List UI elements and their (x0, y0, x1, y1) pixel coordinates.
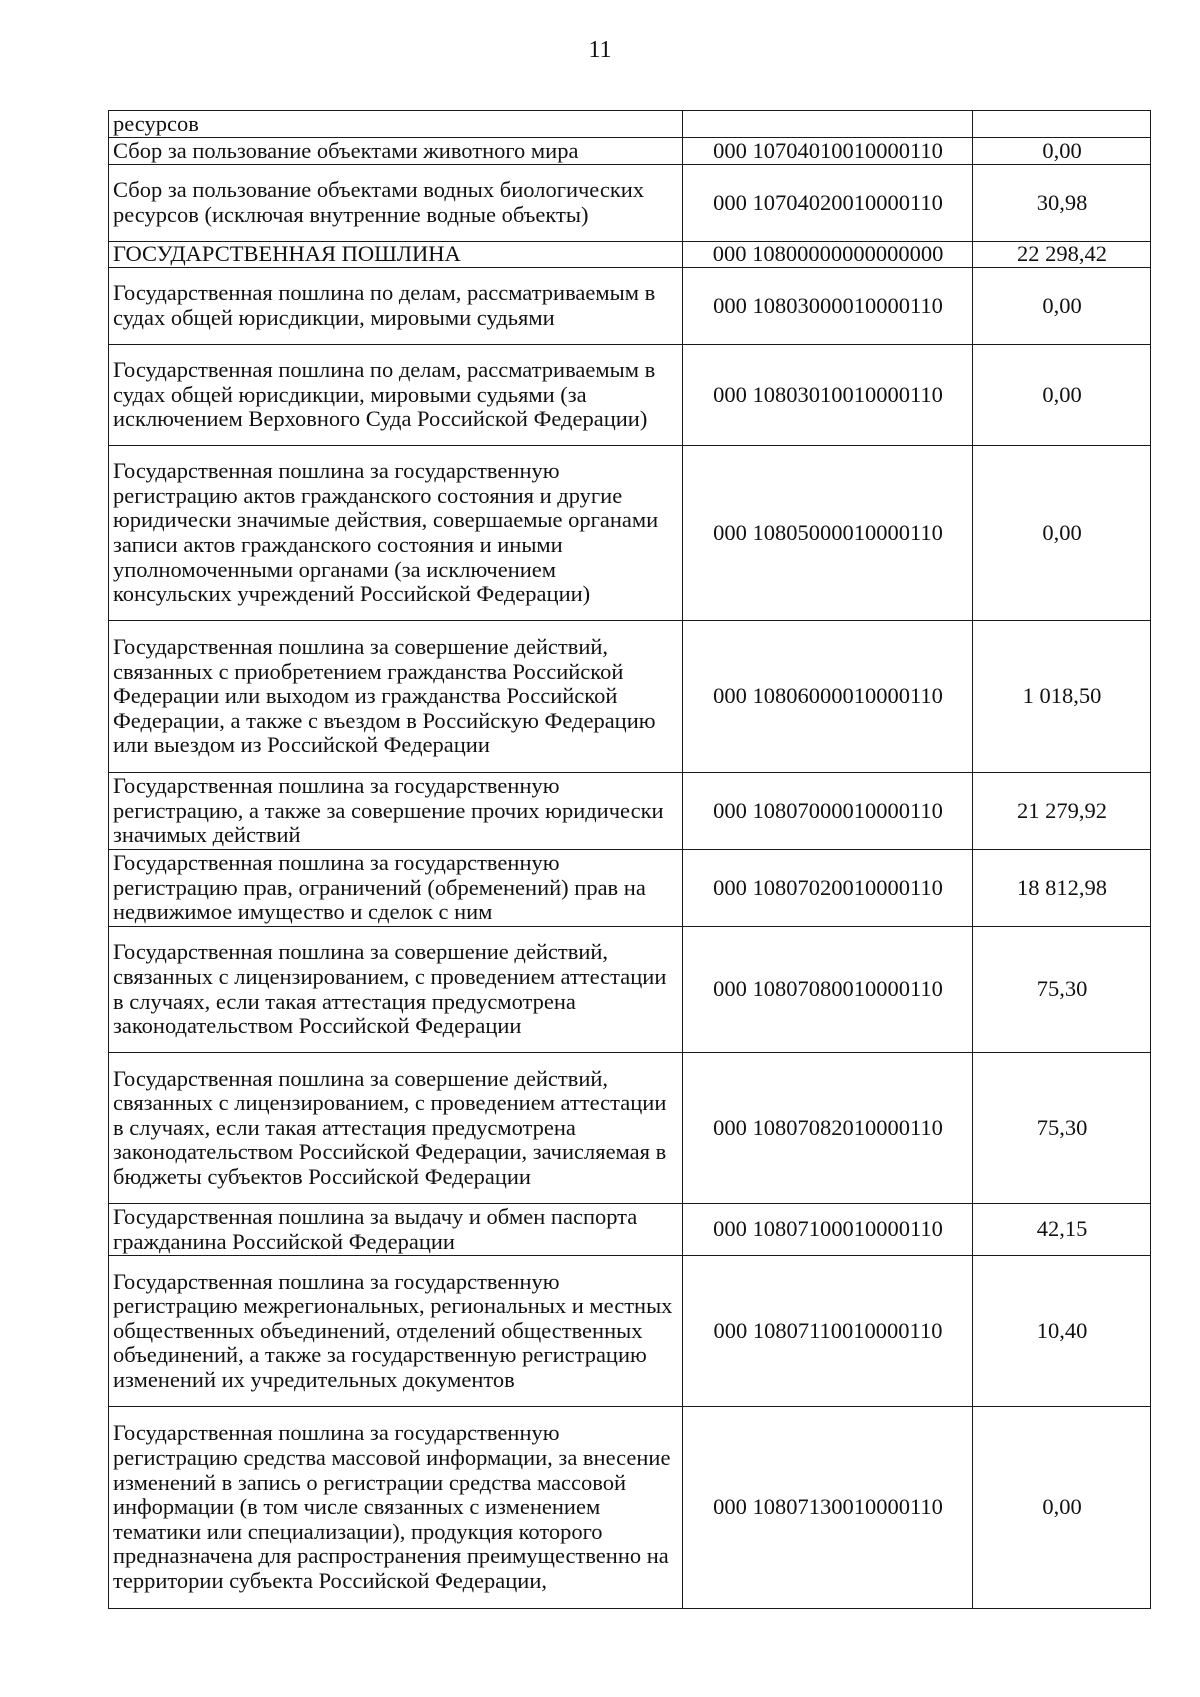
row-code: 000 10800000000000000 (683, 242, 973, 268)
table-row (109, 138, 1151, 165)
table-row (109, 446, 1151, 621)
row-code: 000 10806000010000110 (683, 621, 973, 773)
row-name: Государственная пошлина за выдачу и обмен паспорта гражданина Российской Федерации (109, 1204, 683, 1256)
row-name: ресурсов (109, 111, 683, 138)
row-name: Государственная пошлина по делам, рассматриваемым в судах общей юрисдикции, мировыми судьями (за исключением Верховного Суда Российской Федерации) (109, 345, 683, 446)
row-code (683, 111, 973, 138)
row-value: 1 018,50 (973, 621, 1151, 773)
row-value (973, 111, 1151, 138)
row-name: Государственная пошлина за государственную регистрацию актов гражданского состояния и другие юридически значимые действия, совершаемые органами записи актов гражданского состояния и иными уполномоченными органами (за исключением консульских учреждений Российской Федерации) (109, 446, 683, 621)
row-value: 10,40 (973, 1256, 1151, 1407)
row-code: 000 10807110010000110 (683, 1256, 973, 1407)
row-value: 0,00 (973, 1407, 1151, 1609)
row-code: 000 10805000010000110 (683, 446, 973, 621)
row-name: Государственная пошлина за совершение действий, связанных с лицензированием, с проведением аттестации в случаях, если такая аттестация предусмотрена законодательством Российской Федерации (109, 927, 683, 1053)
page-number: 11 (588, 37, 612, 63)
table-row (109, 1407, 1151, 1609)
row-value: 30,98 (973, 165, 1151, 242)
row-code: 000 10704020010000110 (683, 165, 973, 242)
row-value: 75,30 (973, 1053, 1151, 1204)
row-value: 22 298,42 (973, 242, 1151, 268)
row-name: Сбор за пользование объектами животного мира (109, 138, 683, 165)
row-code: 000 10807080010000110 (683, 927, 973, 1053)
row-name: Сбор за пользование объектами водных биологических ресурсов (исключая внутренние водные объекты) (109, 165, 683, 242)
table-row (109, 345, 1151, 446)
row-code: 000 10807020010000110 (683, 850, 973, 927)
row-value: 42,15 (973, 1204, 1151, 1256)
row-name: Государственная пошлина за совершение действий, связанных с лицензированием, с проведением аттестации в случаях, если такая аттестация предусмотрена законодательством Российской Федерации, зачисляемая в бюджеты субъектов Российской Федерации (109, 1053, 683, 1204)
table-row (109, 773, 1151, 850)
row-name: Государственная пошлина за совершение действий, связанных с приобретением гражданства Российской Федерации или выходом из гражданства Российской Федерации, а также с въездом в Российскую Федерацию или выездом из Российской Федерации (109, 621, 683, 773)
row-name: Государственная пошлина за государственную регистрацию прав, ограничений (обременений) прав на недвижимое имущество и сделок с ним (109, 850, 683, 927)
row-value: 0,00 (973, 138, 1151, 165)
table-row (109, 268, 1151, 345)
row-value: 0,00 (973, 446, 1151, 621)
row-name: Государственная пошлина за государственную регистрацию межрегиональных, региональных и местных общественных объединений, отделений общественных объединений, а также за государственную регистрацию изменений их учредительных документов (109, 1256, 683, 1407)
table-row (109, 850, 1151, 927)
row-name: Государственная пошлина по делам, рассматриваемым в судах общей юрисдикции, мировыми судьями (109, 268, 683, 345)
row-value: 0,00 (973, 268, 1151, 345)
row-code: 000 10807000010000110 (683, 773, 973, 850)
row-code: 000 10807082010000110 (683, 1053, 973, 1204)
table-row (109, 165, 1151, 242)
table-row (109, 111, 1151, 138)
row-value: 21 279,92 (973, 773, 1151, 850)
row-value: 75,30 (973, 927, 1151, 1053)
row-name: ГОСУДАРСТВЕННАЯ ПОШЛИНА (109, 242, 683, 268)
table-row (109, 621, 1151, 773)
row-value: 18 812,98 (973, 850, 1151, 927)
row-code: 000 10807100010000110 (683, 1204, 973, 1256)
row-name: Государственная пошлина за государственную регистрацию средства массовой информации, за внесение изменений в запись о регистрации средства массовой информации (в том числе связанных с изменением тематики или специализации), продукция которого предназначена для распространения преимущественно на территории субъекта Российской Федерации, (109, 1407, 683, 1609)
row-code: 000 10803010010000110 (683, 345, 973, 446)
budget-revenue-table (108, 110, 1151, 1609)
table-row (109, 927, 1151, 1053)
row-code: 000 10704010010000110 (683, 138, 973, 165)
row-name: Государственная пошлина за государственную регистрацию, а также за совершение прочих юридически значимых действий (109, 773, 683, 850)
table-row (109, 1256, 1151, 1407)
row-code: 000 10807130010000110 (683, 1407, 973, 1609)
row-value: 0,00 (973, 345, 1151, 446)
table-row (109, 242, 1151, 268)
table-row (109, 1204, 1151, 1256)
table-row (109, 1053, 1151, 1204)
row-code: 000 10803000010000110 (683, 268, 973, 345)
